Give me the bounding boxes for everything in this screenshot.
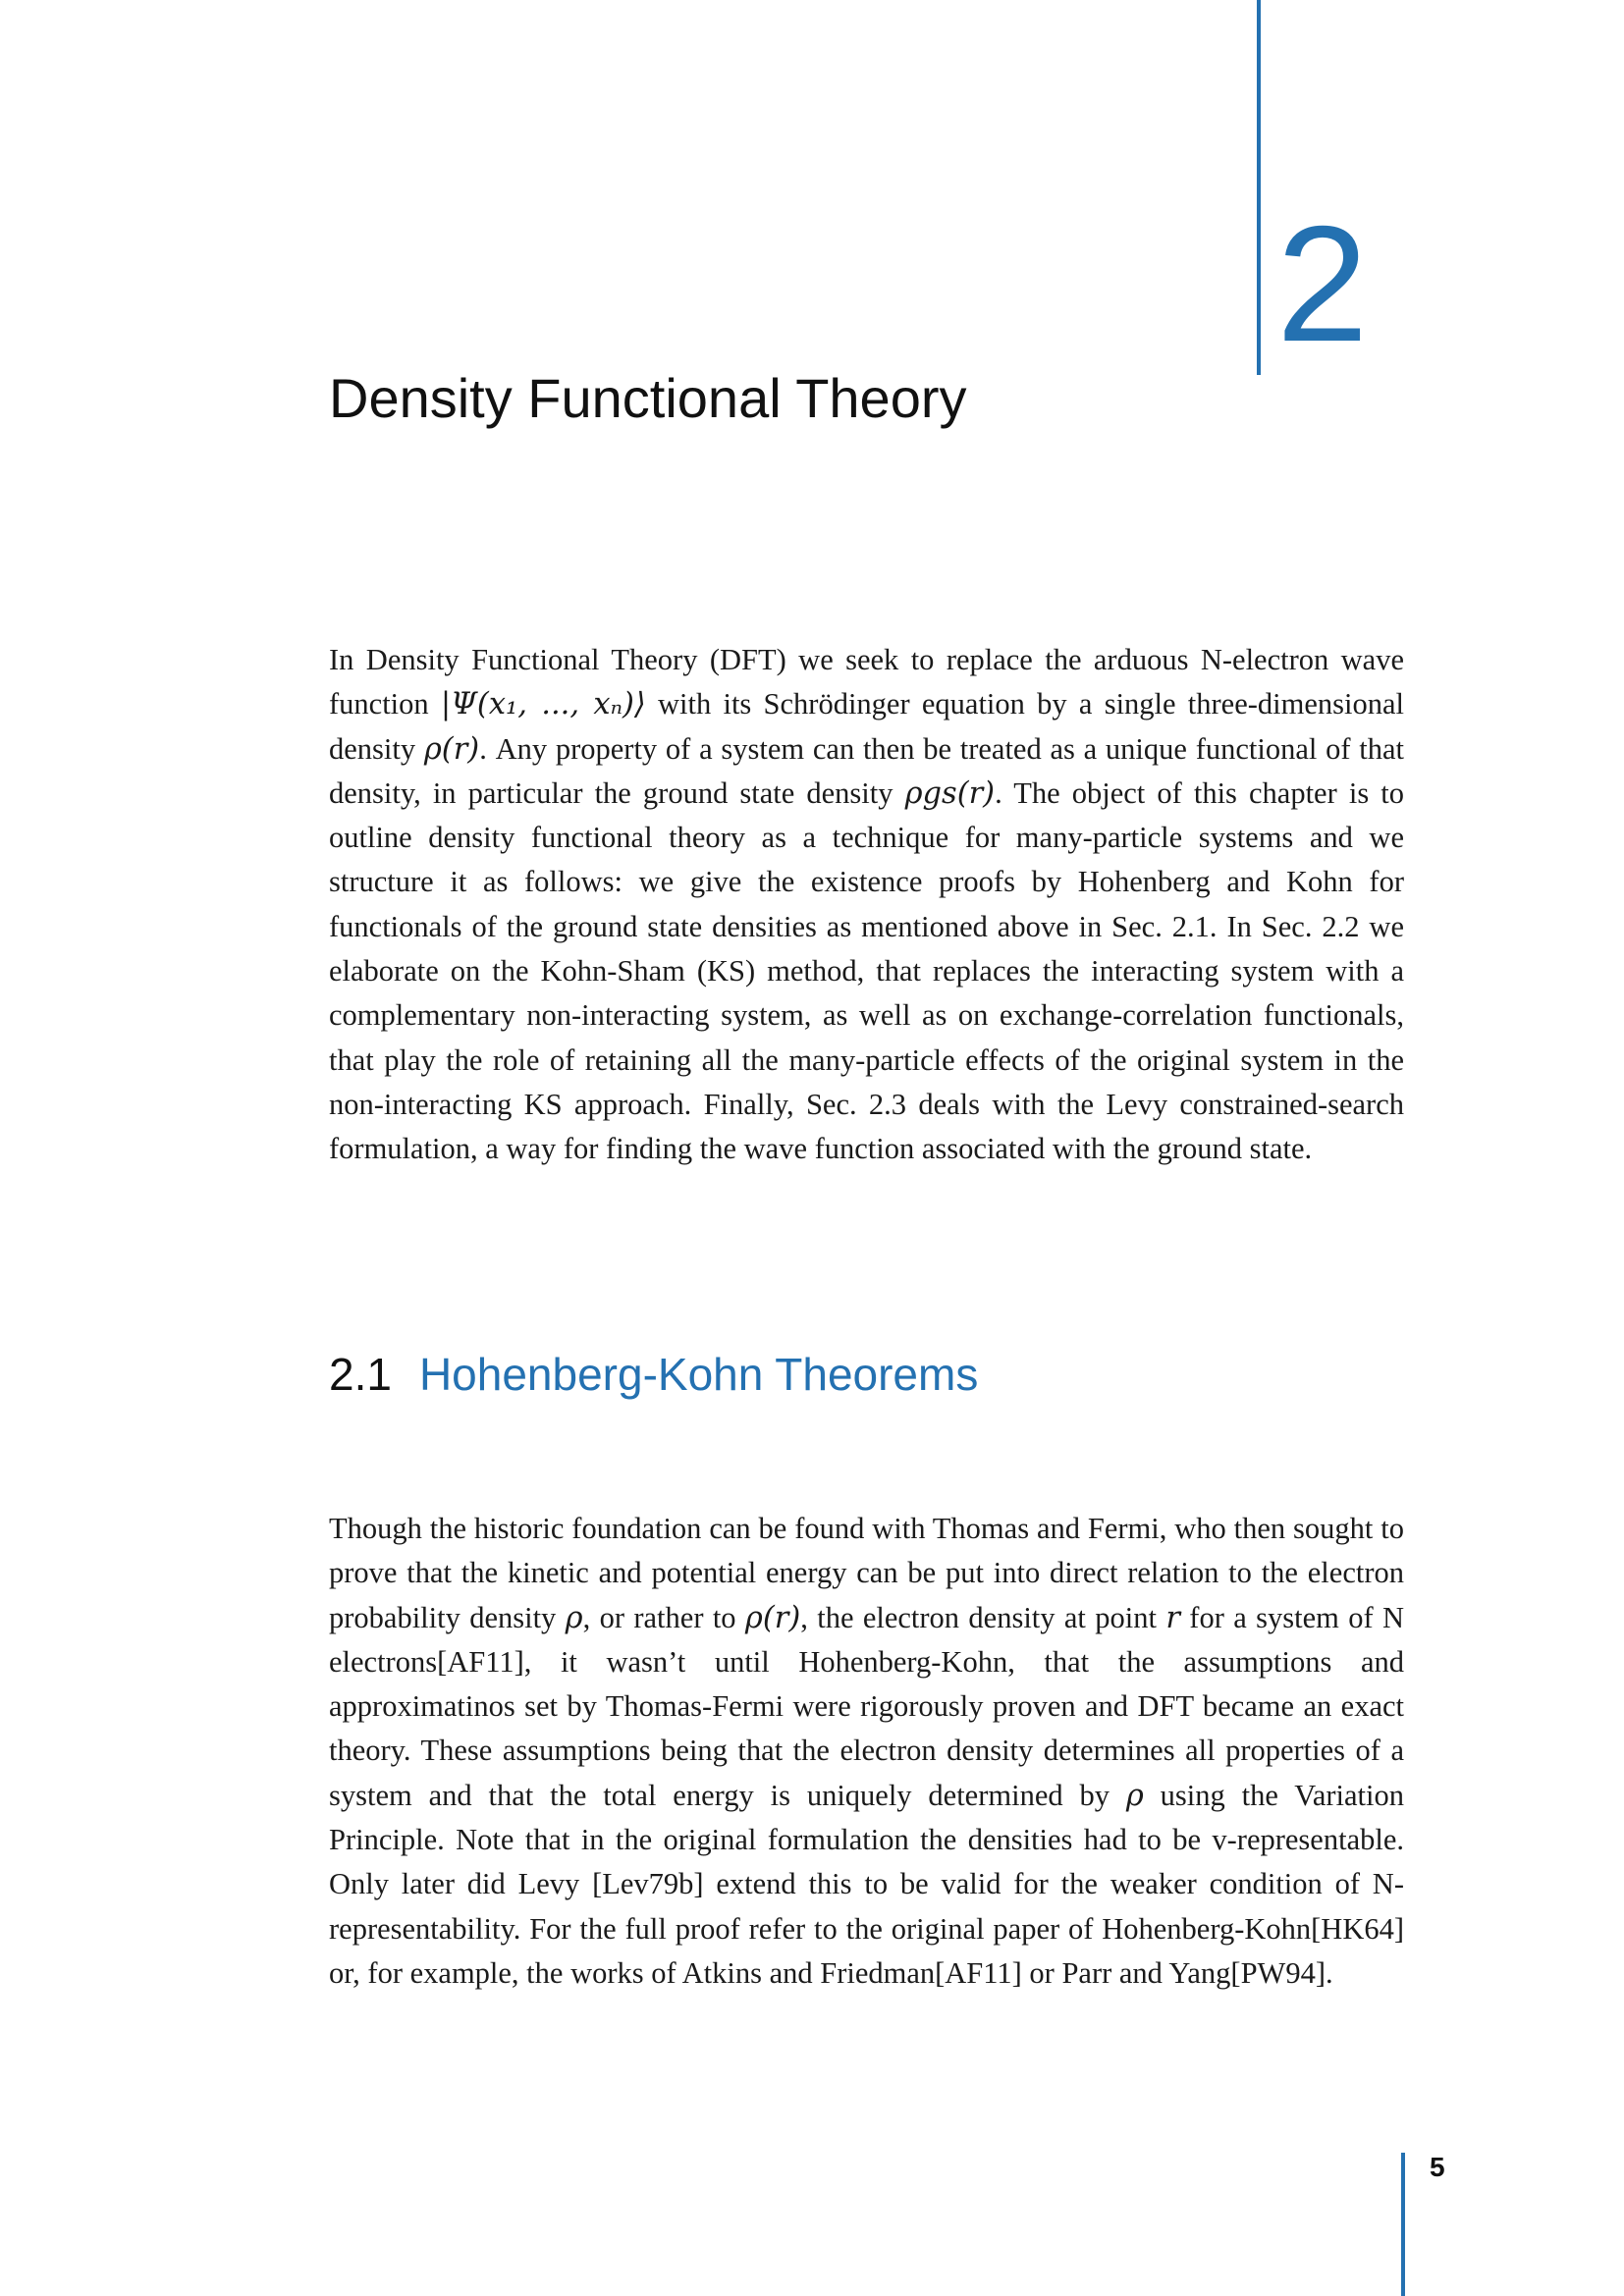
chapter-rule bbox=[1257, 0, 1261, 375]
chapter-title: Density Functional Theory bbox=[329, 367, 967, 429]
section-title: Hohenberg-Kohn Theorems bbox=[418, 1349, 979, 1400]
intro-paragraph bbox=[329, 638, 1404, 1172]
intro-text: In Density Functional Theory (DFT) we seek to replace the arduous N-electron wave function bbox=[329, 643, 1404, 721]
wavefunction-math: |Ψ(x₁, ..., xₙ)⟩ bbox=[440, 687, 646, 722]
hk-text: , the electron density at point bbox=[800, 1600, 1166, 1634]
ground-state-density-math: ρgs(r) bbox=[904, 775, 996, 811]
intro-text: with its Schrödinger equation by a single three-dimensional density bbox=[329, 687, 1405, 766]
section-heading bbox=[329, 1347, 978, 1402]
density-math: ρ(r) bbox=[423, 731, 480, 767]
rho-math: ρ bbox=[565, 1600, 583, 1635]
intro-text: . Any property of a system can then be treated as a unique functional of that density, in particular the ground state density bbox=[329, 731, 1405, 810]
chapter-number: 2 bbox=[1276, 191, 1369, 376]
intro-text: . The object of this chapter is to outline density functional theory as a technique for many-particle systems and we structure it as follows: we give the existence proofs by Hohenberg and Kohn for functionals of the ground state densities as mentioned above in Sec. 2.1. In Sec. 2.2 we elaborate on the Kohn-Sham (KS) method, that replaces the interacting system with a complementary non-interacting system, as well as on exchange-correlation functionals, that play the role of retaining all the many-particle effects of the original system in the non-interacting KS approach. Finally, Sec. 2.3 deals with the Levy constrained-search formulation, a way for finding the wave function associated with the ground state. bbox=[329, 775, 1404, 1166]
hk-text: for a system of N electrons[AF11], it wasn’t until Hohenberg-Kohn, that the assumptions and approximatinos set by Thomas-Fermi were rigorously proven and DFT became an exact theory. These assumptions being that the electron density determines all properties of a system and that the total energy is uniquely determined by bbox=[329, 1600, 1404, 1812]
rho-math: ρ bbox=[1125, 1778, 1144, 1813]
page-rule bbox=[1401, 2153, 1405, 2296]
density-math: ρ(r) bbox=[744, 1600, 801, 1635]
hk-text: using the Variation Principle. Note that in the original formulation the densities had to be v-representable. Only later did Levy [Lev79b] extend this to be valid for the weaker condition of N-representability. For the full proof refer to the original paper of Hohenberg-Kohn[HK64] or, for example, the works of Atkins and Friedman[AF11] or Parr and Yang[PW94]. bbox=[329, 1778, 1404, 1990]
section-number: 2.1 bbox=[329, 1349, 392, 1400]
page-number: 5 bbox=[1430, 2152, 1445, 2182]
point-r-math: r bbox=[1165, 1600, 1180, 1635]
hk-text: , or rather to bbox=[582, 1600, 745, 1634]
hk-text: Though the historic foundation can be found with Thomas and Fermi, who then sought to prove that the kinetic and potential energy can be put into direct relation to the electron probability density bbox=[329, 1512, 1404, 1634]
hk-paragraph bbox=[329, 1507, 1404, 1996]
